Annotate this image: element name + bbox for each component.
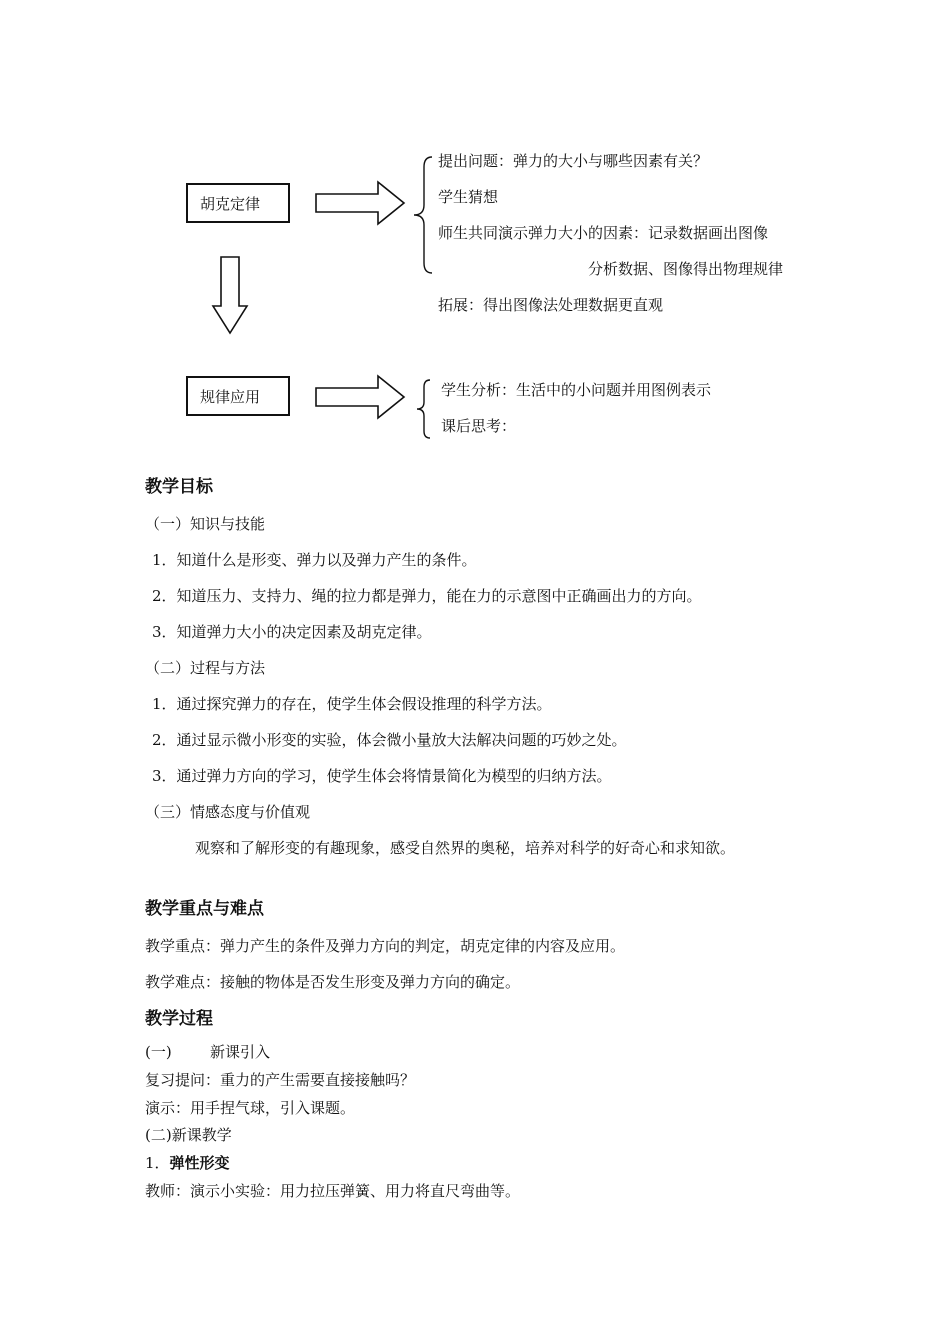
process-part-1-title: 新课引入	[210, 1043, 271, 1061]
key-point-text: 教学重点：弹力产生的条件及弹力方向的判定，胡克定律的内容及应用。	[145, 937, 626, 955]
process-item-1-number: 1．	[145, 1154, 170, 1172]
objectives-section-1-item-3: 3．知道弹力大小的决定因素及胡克定律。	[152, 623, 432, 641]
objectives-section-1-item-2: 2．知道压力、支持力、绳的拉力都是弹力，能在力的示意图中正确画出力的方向。	[152, 587, 702, 605]
flow-group1-item-2: 学生猜想	[438, 188, 499, 206]
right-arrow-icon-1	[315, 181, 405, 225]
difficult-point-text: 教学难点：接触的物体是否发生形变及弹力方向的确定。	[145, 973, 521, 991]
objectives-section-3-text: 观察和了解形变的有趣现象，感受自然界的奥秘，培养对科学的好奇心和求知欲。	[195, 839, 736, 857]
left-brace-icon-2	[414, 378, 434, 440]
process-part-1-label: (一)	[145, 1043, 172, 1061]
flow-group2-item-1: 学生分析：生活中的小问题并用图例表示	[441, 381, 712, 399]
process-review-question: 复习提问：重力的产生需要直接接触吗？	[145, 1071, 416, 1089]
objectives-section-1-item-1: 1．知道什么是形变、弹力以及弹力产生的条件。	[152, 551, 477, 569]
left-brace-icon-1	[410, 155, 436, 275]
flow-box-hookes-law	[186, 183, 290, 223]
process-item-1-title: 弹性形变	[169, 1154, 230, 1172]
flow-group2-item-2: 课后思考：	[441, 417, 517, 435]
flow-extension: 拓展：得出图像法处理数据更直观	[438, 296, 664, 314]
flow-group1-item-1: 提出问题：弹力的大小与哪些因素有关？	[438, 152, 709, 170]
process-heading: 教学过程	[145, 1009, 213, 1029]
flow-group1-item-4: 分析数据、图像得出物理规律	[588, 260, 784, 278]
objectives-section-2-item-3: 3．通过弹力方向的学习，使学生体会将情景简化为模型的归纳方法。	[152, 767, 612, 785]
objectives-section-3-title: （三）情感态度与价值观	[145, 803, 311, 821]
process-part-2: (二)新课教学	[145, 1126, 232, 1144]
flow-box-hookes-law-label: 胡克定律	[200, 194, 261, 213]
objectives-section-2-item-1: 1．通过探究弹力的存在，使学生体会假设推理的科学方法。	[152, 695, 552, 713]
process-item-1	[145, 1156, 230, 1171]
right-arrow-icon-2	[315, 375, 405, 419]
objectives-section-2-item-2: 2．通过显示微小形变的实验，体会微小量放大法解决问题的巧妙之处。	[152, 731, 627, 749]
key-points-heading: 教学重点与难点	[145, 899, 264, 919]
objectives-heading: 教学目标	[145, 477, 213, 497]
flow-box-law-application-label: 规律应用	[200, 387, 261, 406]
flow-box-law-application	[186, 376, 290, 416]
objectives-section-2-title: （二）过程与方法	[145, 659, 266, 677]
objectives-section-1-title: （一）知识与技能	[145, 515, 266, 533]
down-arrow-icon	[212, 256, 248, 334]
flow-group1-item-3: 师生共同演示弹力大小的因素：记录数据画出图像	[438, 224, 769, 242]
process-demo: 演示：用手捏气球，引入课题。	[145, 1099, 356, 1117]
process-teacher-demo: 教师：演示小实验：用力拉压弹簧、用力将直尺弯曲等。	[145, 1182, 521, 1200]
